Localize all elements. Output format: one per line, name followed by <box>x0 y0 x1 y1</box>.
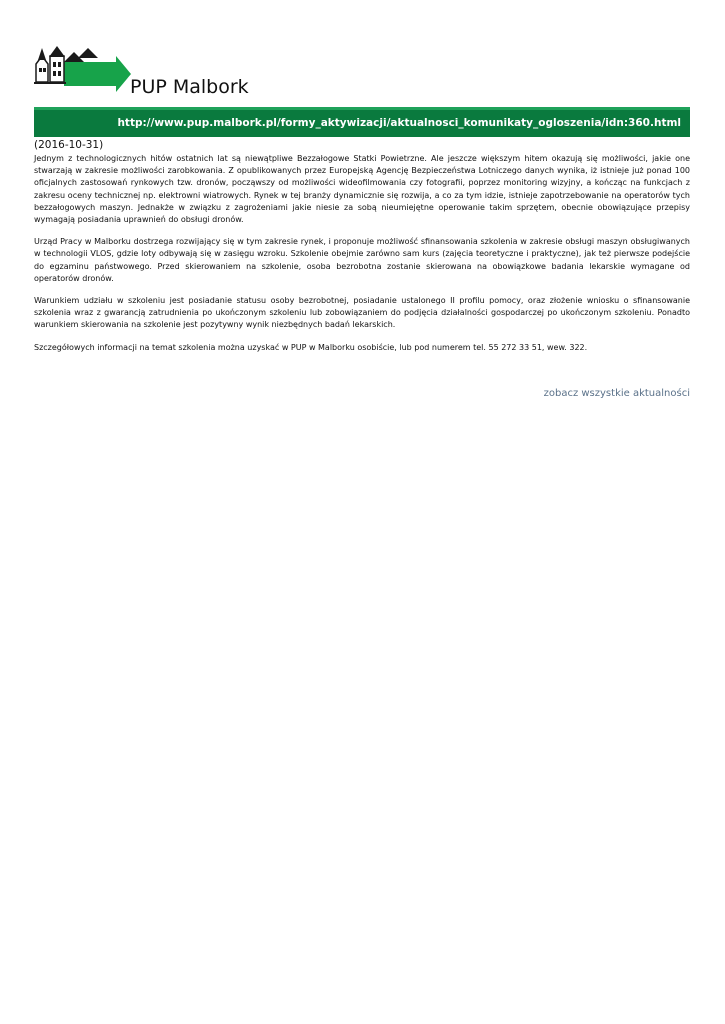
article-paragraph: Szczegółowych informacji na temat szkolenia można uzyskać w PUP w Malborku osobiście, lub pod numerem tel. 55 272 33 51, wew. 322. <box>34 342 588 352</box>
article-content <box>34 139 690 364</box>
article-paragraph: Warunkiem udziału w szkoleniu jest posiadanie statusu osoby bezrobotnej, posiadanie ustalonego II profilu pomocy, oraz złożenie wniosku o sfinansowanie szkolenia wraz z gwarancją zatrudnienia po ukończonym szkoleniu lub zobowiązaniem do podjęcia działalności gospodarczej po ukończonym szkoleniu. Ponadto warunkiem skierowania na szkolenie jest pozytywny wynik niezbędnych badań lekarskich. <box>34 296 690 330</box>
article-paragraph: Jednym z technologicznych hitów ostatnich lat są niewątpliwe Bezzałogowe Statki Powietrzne. Ale jeszcze większym hitem okazują się możliwości, jakie one stwarzają w zakresie możliwości zarobkowania. Z opublikowanych przez Europejską Agencję Bezpieczeństwa Lotniczego danych wynika, iż istnieje już ponad 100 oficjalnych zastosowań rynkowych tzw. dronów, począwszy od możliwości wideofilmowania czy fotografii, poprzez monitoring wizyjny, a kończąc na funkcjach z zakresu oceny technicznej np. elektrowni wiatrowych. Rynek w tej branży dynamicznie się rozwija, a co za tym idzie, istnieje zapotrzebowanie na operatorów tych bezzałogowych maszyn. Jednakże w związku z zagrożeniami jakie niesie za sobą nieumiejętne operowanie takim sprzętem, obecnie obowiązujące przepisy wymagają posiadania uprawnień do obsługi dronów. <box>34 154 690 225</box>
article-paragraph: Urząd Pracy w Malborku dostrzega rozwijający się w tym zakresie rynek, i proponuje możliwość sfinansowania szkolenia w zakresie obsługi maszyn obsługiwanych w technologii VLOS, gdzie loty odbywają się w zasięgu wzroku. Szkolenie obejmie zarówno sam kurs (zajęcia teoretyczne i praktyczne), jak też pierwsze podejście do egzaminu państwowego. Przed skierowaniem na szkolenie, osoba bezrobotna zostanie skierowana na obowiązkowe badania lekarskie wymagane od operatorów dronów. <box>34 237 690 283</box>
url-bar <box>34 107 690 137</box>
town-arrow-logo-icon[interactable] <box>34 42 134 94</box>
site-header <box>34 42 334 102</box>
see-all-news-link[interactable]: zobacz wszystkie aktualności <box>543 388 690 399</box>
article-date: (2016-10-31) <box>34 139 104 151</box>
site-title[interactable]: PUP Malbork <box>130 76 249 98</box>
article-url-link[interactable]: http://www.pup.malbork.pl/formy_aktywizacji/aktualnosci_komunikaty_ogloszenia/idn:360.html <box>117 117 681 129</box>
